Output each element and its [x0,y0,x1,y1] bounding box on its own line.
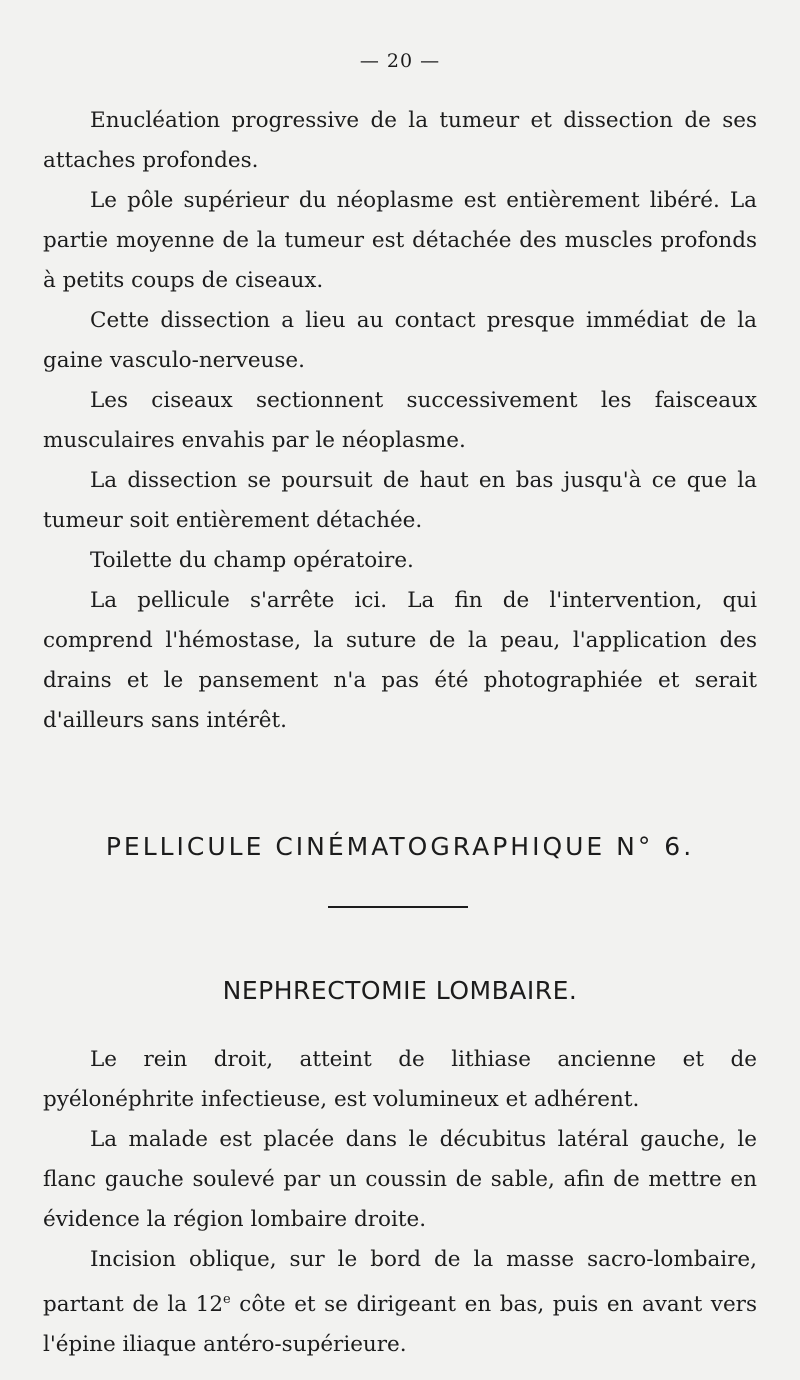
section-heading: PELLICULE CINÉMATOGRAPHIQUE N° 6. [105,832,695,861]
bottom-text-block [43,1040,757,1365]
horizontal-rule [328,906,468,908]
top-text-block [43,101,757,741]
paragraph: La dissection se poursuit de haut en bas jusqu'à ce que la tumeur soit entièrement détachée. [43,468,757,533]
paragraph: La pellicule s'arrête ici. La fin de l'intervention, qui comprend l'hémostase, la suture de la peau, l'application des drains et le pansement n'a pas été photographiée et serait d'ailleurs sans intérêt. [43,588,757,733]
paragraph: Le pôle supérieur du néoplasme est entièrement libéré. La partie moyenne de la tumeur est détachée des muscles profonds à petits coups de ciseaux. [43,188,757,293]
paragraph: Le rein droit, atteint de lithiase ancienne et de pyélonéphrite infectieuse, est volumineux et adhérent. [43,1047,757,1112]
paragraph [43,1240,757,1365]
paragraph-text: Incision oblique, sur le bord de la masse sacro-lombaire, partant de la 12 [43,1247,757,1318]
paragraph-text: côte et se dirigeant en bas, puis en avant vers l'épine iliaque antéro-supérieure. [43,1292,757,1358]
paragraph: Toilette du champ opératoire. [90,548,414,573]
paragraph: Cette dissection a lieu au contact presque immédiat de la gaine vasculo-nerveuse. [43,308,757,373]
article-title: NEPHRECTOMIE LOMBAIRE. [222,976,578,1005]
paragraph: La malade est placée dans le décubitus latéral gauche, le flanc gauche soulevé par un coussin de sable, afin de mettre en évidence la région lombaire droite. [43,1127,757,1232]
paragraph: Enucléation progressive de la tumeur et dissection de ses attaches profondes. [43,108,757,173]
paragraph: Les ciseaux sectionnent successivement les faisceaux musculaires envahis par le néoplasme. [43,388,757,453]
ordinal-superscript: e [223,1292,231,1307]
page-number: — 20 — [359,50,441,72]
